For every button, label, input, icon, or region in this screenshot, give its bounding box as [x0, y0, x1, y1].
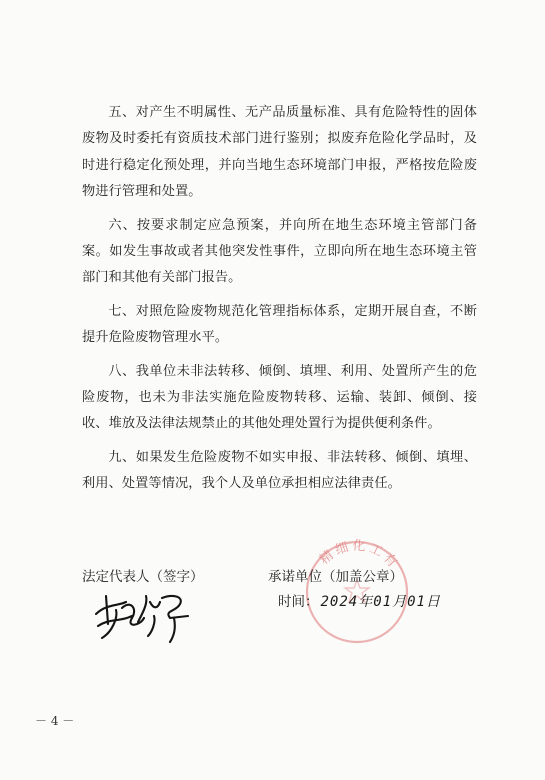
handwritten-signature [92, 588, 197, 646]
date-line [278, 590, 441, 611]
date-label: 时间： [278, 594, 319, 610]
page-number: － 4 － [35, 714, 75, 728]
paragraph-5: 五、对产生不明属性、无产品质量标准、具有危险特性的固体废物及时委托有资质技术部门进行鉴别；拟废弃危险化学品时，及时进行稳定化预处理，并向当地生态环境部门申报，严格按危险废物进行管理和处置。 [82, 105, 477, 200]
date-value: 2024年01月01日 [320, 594, 441, 610]
seal-text: 精细化工有 [316, 537, 403, 572]
paragraph-8: 八、我单位未非法转移、倾倒、填埋、利用、处置所产生的危险废物，也未为非法实施危险废物转移、运输、装卸、倾倒、接收、堆放及法律法规禁止的其他处理处置行为提供便利条件。 [82, 363, 477, 432]
commitment-body [82, 100, 477, 505]
paragraph-6: 六、按要求制定应急预案，并向所在地生态环境主管部门备案。如发生事故或者其他突发性事件，立即向所在地生态环境主管部门和其他有关部门报告。 [82, 217, 477, 286]
paragraph-9: 九、如果发生危险废物不如实申报、非法转移、倾倒、填埋、利用、处置等情况，我个人及单位承担相应法律责任。 [82, 449, 477, 492]
legal-representative-label: 法定代表人（签字） [82, 569, 204, 585]
commitment-unit-label: 承诺单位（加盖公章） [268, 569, 403, 585]
paragraph-7: 七、对照危险废物规范化管理指标体系，定期开展自查，不断提升危险废物管理水平。 [82, 303, 477, 346]
